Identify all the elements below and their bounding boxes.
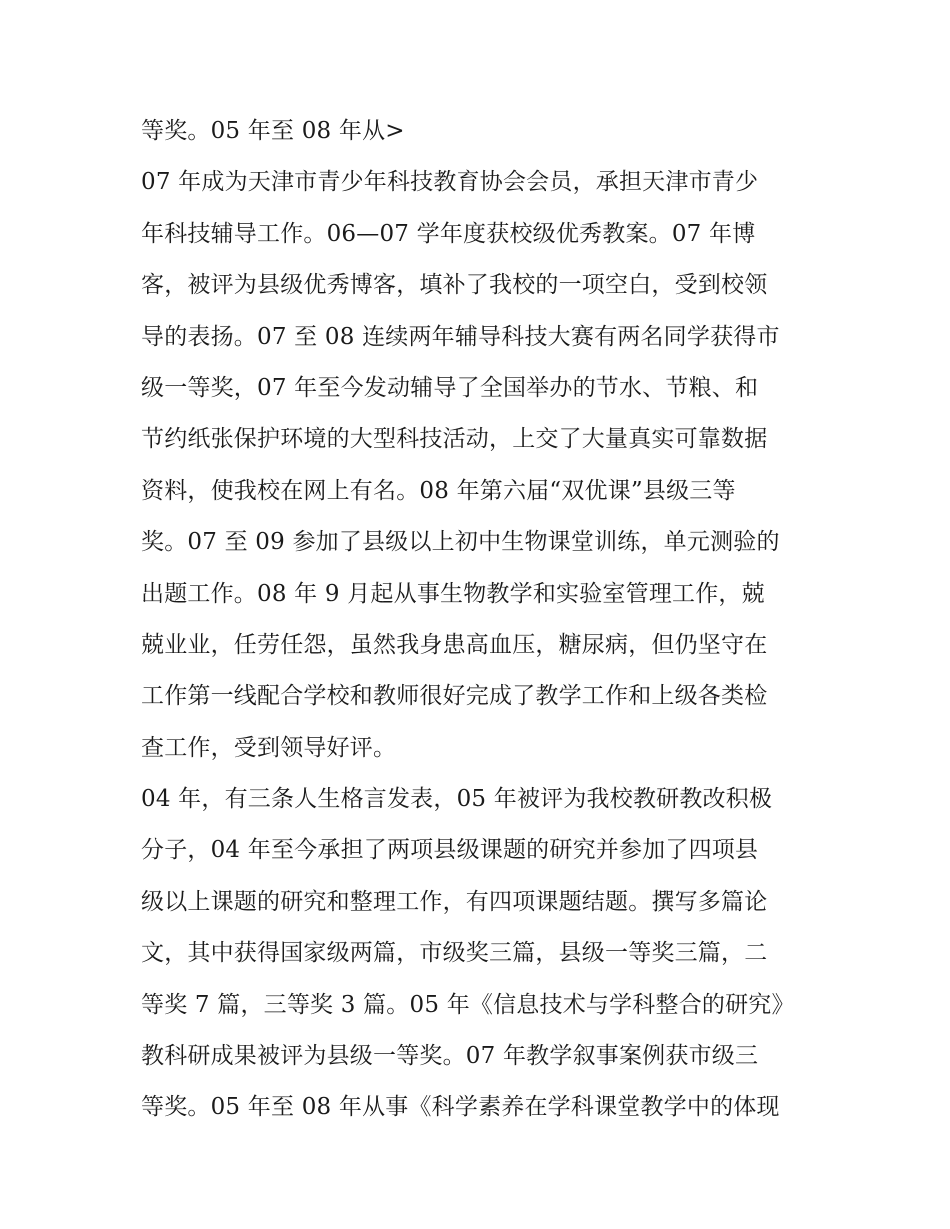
text-line: 出题工作。08 年 9 月起从事生物教学和实验室管理工作，兢 xyxy=(141,580,765,607)
text-line: 资料，使我校在网上有名。08 年第六届“双优课”县级三等 xyxy=(141,477,736,504)
text-line: 等奖 7 篇，三等奖 3 篇。05 年《信息技术与学科整合的研究》 xyxy=(141,991,795,1018)
document-body xyxy=(141,106,821,1134)
text-line: 奖。07 至 09 参加了县级以上初中生物课堂训练，单元测验的 xyxy=(141,529,780,556)
text-line: 等奖。05 年至 08 年从事《科学素养在学科课堂教学中的体现 xyxy=(141,1094,780,1121)
text-line: 客，被评为县级优秀博客，填补了我校的一项空白，受到校领 xyxy=(141,272,768,299)
text-line: 文，其中获得国家级两篇，市级奖三篇，县级一等奖三篇，二 xyxy=(141,940,768,967)
text-line: 级一等奖，07 年至今发动辅导了全国举办的节水、节粮、和 xyxy=(141,374,759,401)
text-line: 教科研成果被评为县级一等奖。07 年教学叙事案例获市级三 xyxy=(141,1043,759,1070)
text-line: 节约纸张保护环境的大型科技活动，上交了大量真实可靠数据 xyxy=(141,426,768,453)
text-line: 04 年，有三条人生格言发表，05 年被评为我校教研教改积极 xyxy=(141,786,773,813)
text-line: 等奖。05 年至 08 年从> xyxy=(141,118,405,144)
text-line: 兢业业，任劳任怨，虽然我身患高血压，糖尿病，但仍坚守在 xyxy=(141,631,768,658)
text-line: 分子，04 年至今承担了两项县级课题的研究并参加了四项县 xyxy=(141,837,759,864)
text-line: 导的表扬。07 至 08 连续两年辅导科技大赛有两名同学获得市 xyxy=(141,323,780,350)
text-line: 07 年成为天津市青少年科技教育协会会员，承担天津市青少 xyxy=(141,169,759,196)
text-line: 年科技辅导工作。06—07 学年度获校级优秀教案。07 年博 xyxy=(141,220,756,247)
text-line: 级以上课题的研究和整理工作，有四项课题结题。撰写多篇论 xyxy=(141,888,768,915)
text-line: 工作第一线配合学校和教师很好完成了教学工作和上级各类检 xyxy=(141,683,768,710)
text-line: 查工作，受到领导好评。 xyxy=(141,734,397,761)
